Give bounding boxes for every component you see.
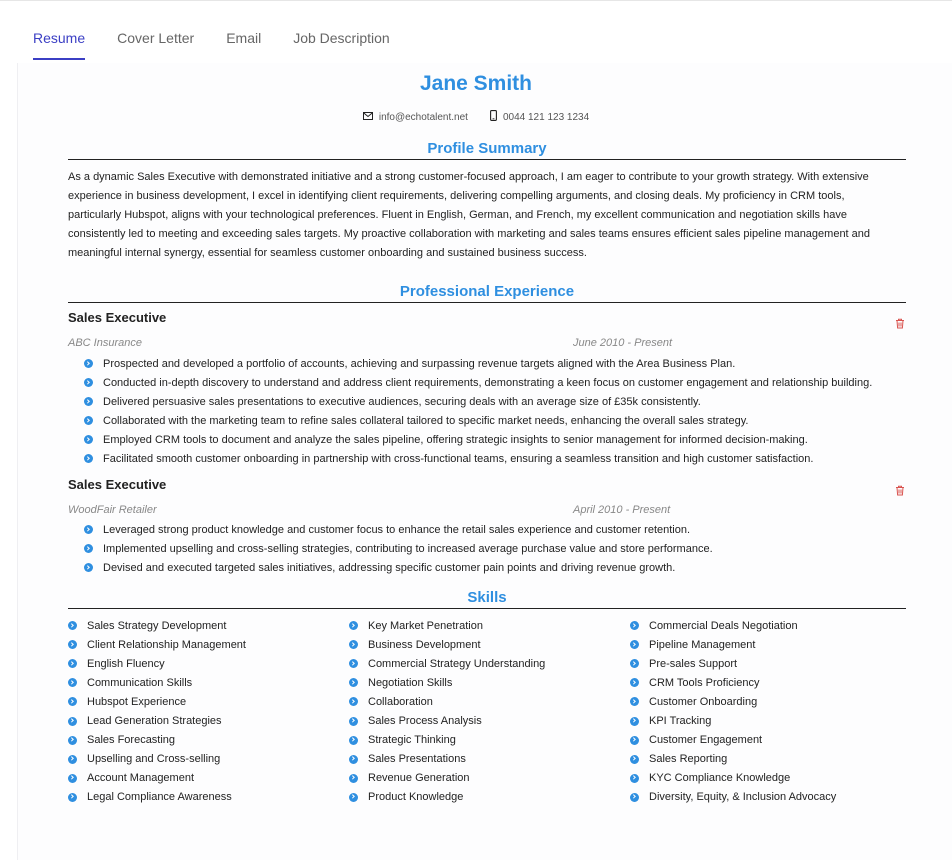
contact-phone: 0044 121 123 1234: [502, 111, 590, 123]
mobile-phone-icon: [490, 110, 497, 124]
skill-item: Customer Onboarding: [630, 692, 908, 711]
chevron-circle-right-icon: [349, 640, 358, 649]
skill-item: Sales Strategy Development: [68, 616, 349, 635]
skill-item: Diversity, Equity, & Inclusion Advocacy: [630, 788, 908, 807]
tab-job-description[interactable]: Job Description: [293, 30, 390, 46]
trash-icon[interactable]: [895, 316, 905, 327]
chevron-circle-right-icon: [630, 717, 639, 726]
chevron-circle-right-icon: [68, 755, 77, 764]
job-title: Sales Executive: [68, 477, 167, 492]
chevron-circle-right-icon: [68, 793, 77, 802]
job-responsibilities: [84, 520, 713, 577]
list-item: Employed CRM tools to document and analyze the sales pipeline, offering strategic insights to senior management for informed decision-making.: [84, 430, 872, 449]
chevron-circle-right-icon: [349, 755, 358, 764]
chevron-circle-right-icon: [68, 659, 77, 668]
tab-cover-letter[interactable]: Cover Letter: [117, 30, 195, 46]
chevron-circle-right-icon: [630, 678, 639, 687]
chevron-circle-right-icon: [349, 678, 358, 687]
chevron-circle-right-icon: [84, 397, 93, 406]
skill-item: Sales Presentations: [349, 750, 630, 769]
skill-item: Commercial Deals Negotiation: [630, 616, 908, 635]
skill-item: Customer Engagement: [630, 731, 908, 750]
chevron-circle-right-icon: [68, 717, 77, 726]
chevron-circle-right-icon: [349, 736, 358, 745]
chevron-circle-right-icon: [84, 416, 93, 425]
list-item: Facilitated smooth customer onboarding in partnership with cross-functional teams, ensuring a seamless transition and high customer satisfaction.: [84, 449, 872, 468]
skill-item: Sales Process Analysis: [349, 711, 630, 730]
chevron-circle-right-icon: [84, 359, 93, 368]
skill-item: Sales Reporting: [630, 750, 908, 769]
section-divider: [68, 608, 906, 609]
chevron-circle-right-icon: [349, 793, 358, 802]
chevron-circle-right-icon: [68, 621, 77, 630]
skill-item: Negotiation Skills: [349, 673, 630, 692]
chevron-circle-right-icon: [630, 793, 639, 802]
chevron-circle-right-icon: [630, 697, 639, 706]
skill-item: Revenue Generation: [349, 769, 630, 788]
skill-item: KPI Tracking: [630, 711, 908, 730]
list-item: Collaborated with the marketing team to refine sales collateral tailored to specific market needs, enhancing the overall sales strategy.: [84, 411, 872, 430]
skill-item: English Fluency: [68, 654, 349, 673]
chevron-circle-right-icon: [68, 678, 77, 687]
skill-item: Upselling and Cross-selling: [68, 750, 349, 769]
chevron-circle-right-icon: [630, 774, 639, 783]
employment-dates: April 2010 - Present: [573, 504, 671, 516]
candidate-name: Jane Smith: [419, 72, 533, 95]
skill-item: Commercial Strategy Understanding: [349, 654, 630, 673]
company-name: ABC Insurance: [68, 337, 142, 349]
chevron-circle-right-icon: [84, 378, 93, 387]
skill-item: Business Development: [349, 635, 630, 654]
list-item: Leveraged strong product knowledge and customer focus to enhance the retail sales experience and customer retention.: [84, 520, 713, 539]
skill-item: Lead Generation Strategies: [68, 711, 349, 730]
tab-bar: [33, 30, 390, 60]
professional-experience-heading: Professional Experience: [399, 283, 575, 300]
chevron-circle-right-icon: [84, 525, 93, 534]
chevron-circle-right-icon: [630, 659, 639, 668]
skill-item: Collaboration: [349, 692, 630, 711]
chevron-circle-right-icon: [349, 697, 358, 706]
list-item: Implemented upselling and cross-selling strategies, contributing to increased average purchase value and store performance.: [84, 539, 713, 558]
chevron-circle-right-icon: [630, 621, 639, 630]
contact-email: info@echotalent.net: [378, 111, 468, 123]
chevron-circle-right-icon: [84, 435, 93, 444]
envelope-icon: [363, 112, 373, 123]
chevron-circle-right-icon: [84, 563, 93, 572]
chevron-circle-right-icon: [349, 717, 358, 726]
contact-line: [0, 110, 952, 124]
profile-summary-heading: Profile Summary: [427, 140, 547, 157]
chevron-circle-right-icon: [349, 659, 358, 668]
skill-item: KYC Compliance Knowledge: [630, 769, 908, 788]
chevron-circle-right-icon: [630, 736, 639, 745]
section-divider: [68, 159, 906, 160]
skill-item: Pre-sales Support: [630, 654, 908, 673]
list-item: Delivered persuasive sales presentations to executive audiences, securing deals with an average size of £35k consistently.: [84, 392, 872, 411]
skill-item: CRM Tools Proficiency: [630, 673, 908, 692]
chevron-circle-right-icon: [630, 640, 639, 649]
skill-item: Sales Forecasting: [68, 731, 349, 750]
skill-item: Key Market Penetration: [349, 616, 630, 635]
chevron-circle-right-icon: [349, 621, 358, 630]
skill-item: Pipeline Management: [630, 635, 908, 654]
skill-item: Account Management: [68, 769, 349, 788]
top-divider: [0, 0, 952, 1]
skill-item: Legal Compliance Awareness: [68, 788, 349, 807]
chevron-circle-right-icon: [630, 755, 639, 764]
skill-item: Hubspot Experience: [68, 692, 349, 711]
chevron-circle-right-icon: [68, 697, 77, 706]
employment-dates: June 2010 - Present: [573, 337, 673, 349]
tab-email[interactable]: Email: [226, 30, 262, 46]
job-title: Sales Executive: [68, 310, 167, 325]
job-responsibilities: [84, 354, 872, 468]
section-divider: [68, 302, 906, 303]
chevron-circle-right-icon: [349, 774, 358, 783]
skill-item: Communication Skills: [68, 673, 349, 692]
chevron-circle-right-icon: [84, 544, 93, 553]
trash-icon[interactable]: [895, 483, 905, 494]
tab-resume[interactable]: Resume: [33, 30, 85, 60]
chevron-circle-right-icon: [68, 736, 77, 745]
skill-item: Product Knowledge: [349, 788, 630, 807]
list-item: Prospected and developed a portfolio of accounts, achieving and surpassing revenue targets aligned with the Area Business Plan.: [84, 354, 872, 373]
skills-grid: [68, 616, 908, 807]
skill-item: Client Relationship Management: [68, 635, 349, 654]
company-name: WoodFair Retailer: [68, 504, 157, 516]
chevron-circle-right-icon: [68, 774, 77, 783]
skill-item: Strategic Thinking: [349, 731, 630, 750]
list-item: Conducted in-depth discovery to understand and address client requirements, demonstrating a keen focus on customer engagement and relationship building.: [84, 373, 872, 392]
profile-summary-text: As a dynamic Sales Executive with demonstrated initiative and a strong customer-focused approach, I am eager to contribute to your growth strategy. With extensive experience in business development, I excel in identifying client requirements, delivering compelling arguments, and closing deals. My proficiency in CRM tools, particularly Hubspot, aligns with your technological preferences. Fluent in English, German, and French, my excellent communication and negotiation skills have consistently led to meeting and exceeding sales targets. My proactive collaboration with marketing and sales teams ensures efficient sales pipeline management and meaningful internal synergy, essential for seamless customer onboarding and sustained business success.: [68, 171, 871, 259]
chevron-circle-right-icon: [68, 640, 77, 649]
chevron-circle-right-icon: [84, 454, 93, 463]
list-item: Devised and executed targeted sales initiatives, addressing specific customer pain points and driving revenue growth.: [84, 558, 713, 577]
skills-heading: Skills: [467, 589, 507, 606]
